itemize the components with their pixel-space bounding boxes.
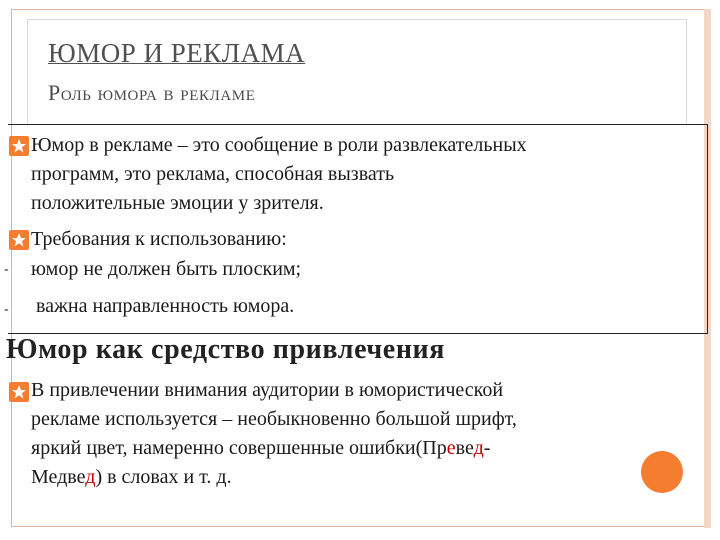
dash-item-2: важна направленность юмора. — [31, 295, 295, 317]
dash-marker: - — [4, 302, 9, 317]
star-bullet-icon — [9, 382, 29, 402]
slide-subtitle: Роль юмора в рекламе — [48, 80, 256, 105]
bullet1-line2: программ, это реклама, способная вызвать — [31, 163, 395, 185]
bullet1-line1: Юмор в рекламе – это сообщение в роли развлекательных — [31, 134, 527, 156]
bullet3-line4: Медвед) в словах и т. д. — [31, 466, 232, 488]
orange-circle-decoration — [641, 451, 683, 493]
bullet3-line1: В привлечении внимания аудитории в юмористической — [31, 379, 504, 401]
bullet3-line2: рекламе используется – необыкновенно большой шрифт, — [31, 408, 517, 430]
slide-title: ЮМОР И РЕКЛАМА — [48, 38, 306, 68]
section-heading: Юмор как средство привлечения — [6, 334, 446, 365]
star-bullet-icon — [9, 230, 29, 250]
bullet1-line3: положительные эмоции у зрителя. — [31, 192, 324, 214]
dash-item-1: юмор не должен быть плоским; — [31, 258, 302, 280]
bullet3-line3: яркий цвет, намеренно совершенные ошибки(Превед- — [31, 437, 491, 459]
dash-marker: - — [4, 262, 9, 277]
star-bullet-icon — [9, 136, 29, 156]
bullet2-text: Требования к использованию: — [31, 228, 287, 250]
title-box — [27, 19, 687, 123]
